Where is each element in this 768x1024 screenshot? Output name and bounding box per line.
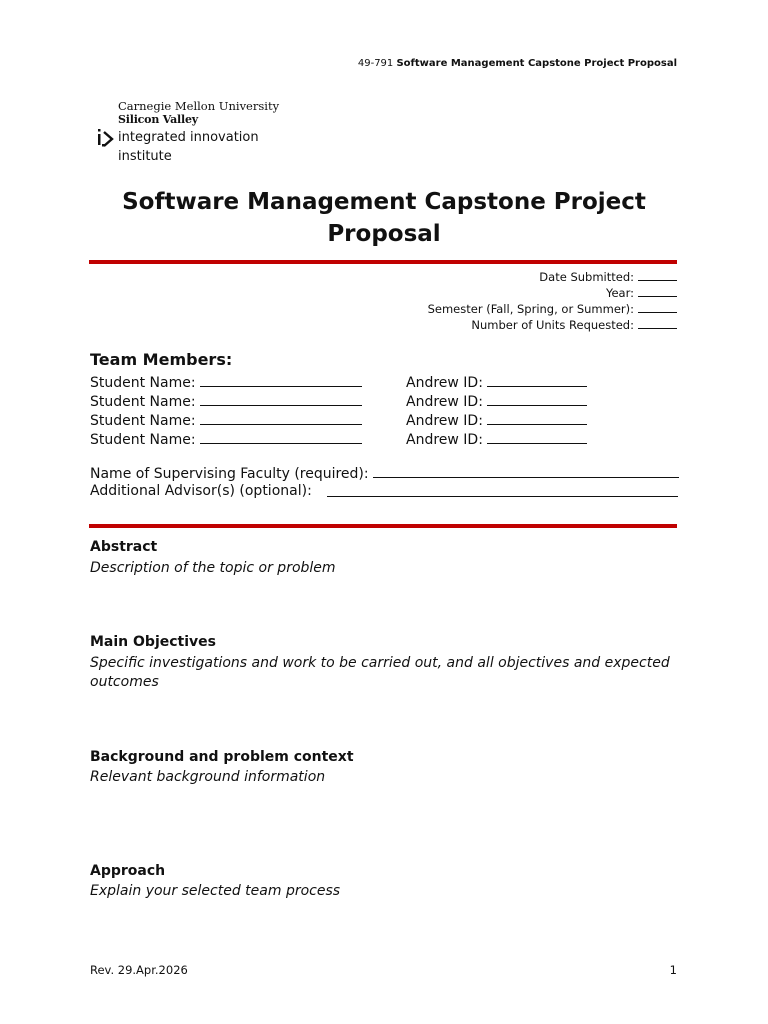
section-heading-approach: Approach: [90, 863, 166, 879]
andrew-id-field[interactable]: [487, 429, 587, 444]
meta-year: Year:: [428, 285, 677, 301]
logo-line-university: Carnegie Mellon University: [118, 99, 280, 113]
andrew-row-2: [406, 391, 587, 412]
student-name-label: Student Name:: [90, 375, 196, 391]
section-divider: [89, 524, 677, 528]
page-number: 1: [669, 963, 677, 977]
course-code: 49-791: [357, 58, 394, 69]
supervising-faculty-label: Name of Supervising Faculty (required):: [90, 466, 369, 482]
student-row-3: [90, 410, 362, 431]
blank-line[interactable]: [638, 269, 677, 281]
title-divider: [89, 260, 677, 264]
andrew-id-field[interactable]: [487, 410, 587, 425]
andrew-id-field[interactable]: [487, 391, 587, 406]
student-name-field[interactable]: [200, 410, 362, 425]
student-name-field[interactable]: [200, 391, 362, 406]
andrew-id-label: Andrew ID:: [406, 375, 483, 391]
section-heading-background: Background and problem context: [90, 749, 354, 765]
andrew-id-label: Andrew ID:: [406, 432, 483, 448]
revision-date: Rev. 29.Apr.2026: [90, 963, 188, 977]
student-name-field[interactable]: [200, 372, 362, 387]
blank-line[interactable]: [638, 317, 677, 329]
meta-semester: Semester (Fall, Spring, or Summer):: [428, 301, 677, 317]
logo-line-institute-2: institute: [118, 149, 172, 164]
student-name-label: Student Name:: [90, 413, 196, 429]
andrew-id-label: Andrew ID:: [406, 413, 483, 429]
submission-meta: [428, 269, 677, 333]
logo-line-institute-1: integrated innovation: [118, 130, 259, 145]
blank-line[interactable]: [638, 301, 677, 313]
additional-advisor-row: [90, 482, 312, 501]
additional-advisor-field[interactable]: [327, 482, 678, 497]
meta-date-submitted: Date Submitted:: [428, 269, 677, 285]
student-name-label: Student Name:: [90, 432, 196, 448]
iii-logo-icon: [96, 127, 116, 155]
andrew-id-field[interactable]: [487, 372, 587, 387]
student-name-field[interactable]: [200, 429, 362, 444]
logo-line-campus: Silicon Valley: [118, 113, 198, 126]
student-row-2: [90, 391, 362, 412]
student-row-4: [90, 429, 362, 450]
running-header: [358, 58, 677, 69]
team-members-heading: Team Members:: [90, 350, 233, 369]
meta-units: Number of Units Requested:: [428, 317, 677, 333]
page-title: [90, 186, 678, 250]
additional-advisor-label: Additional Advisor(s) (optional):: [90, 483, 312, 499]
section-heading-abstract: Abstract: [90, 539, 158, 555]
andrew-row-3: [406, 410, 587, 431]
section-desc-abstract: Description of the topic or problem: [90, 560, 336, 576]
andrew-row-1: [406, 372, 587, 393]
student-row-1: [90, 372, 362, 393]
andrew-id-label: Andrew ID:: [406, 394, 483, 410]
student-name-label: Student Name:: [90, 394, 196, 410]
supervising-faculty-row: [90, 463, 679, 484]
section-desc-approach: Explain your selected team process: [90, 883, 341, 899]
section-desc-objectives: Specific investigations and work to be carried out, and all objectives and expected outcomes: [90, 655, 670, 690]
section-desc-background: Relevant background information: [90, 769, 326, 785]
supervising-faculty-field[interactable]: [373, 463, 679, 478]
course-title: Software Management Capstone Project Proposal: [396, 58, 677, 69]
title-line-1: Software Management Capstone Project: [122, 189, 646, 215]
andrew-row-4: [406, 429, 587, 450]
section-heading-objectives: Main Objectives: [90, 634, 216, 650]
blank-line[interactable]: [638, 285, 677, 297]
title-line-2: Proposal: [327, 221, 441, 247]
cmu-logo: [96, 100, 279, 164]
